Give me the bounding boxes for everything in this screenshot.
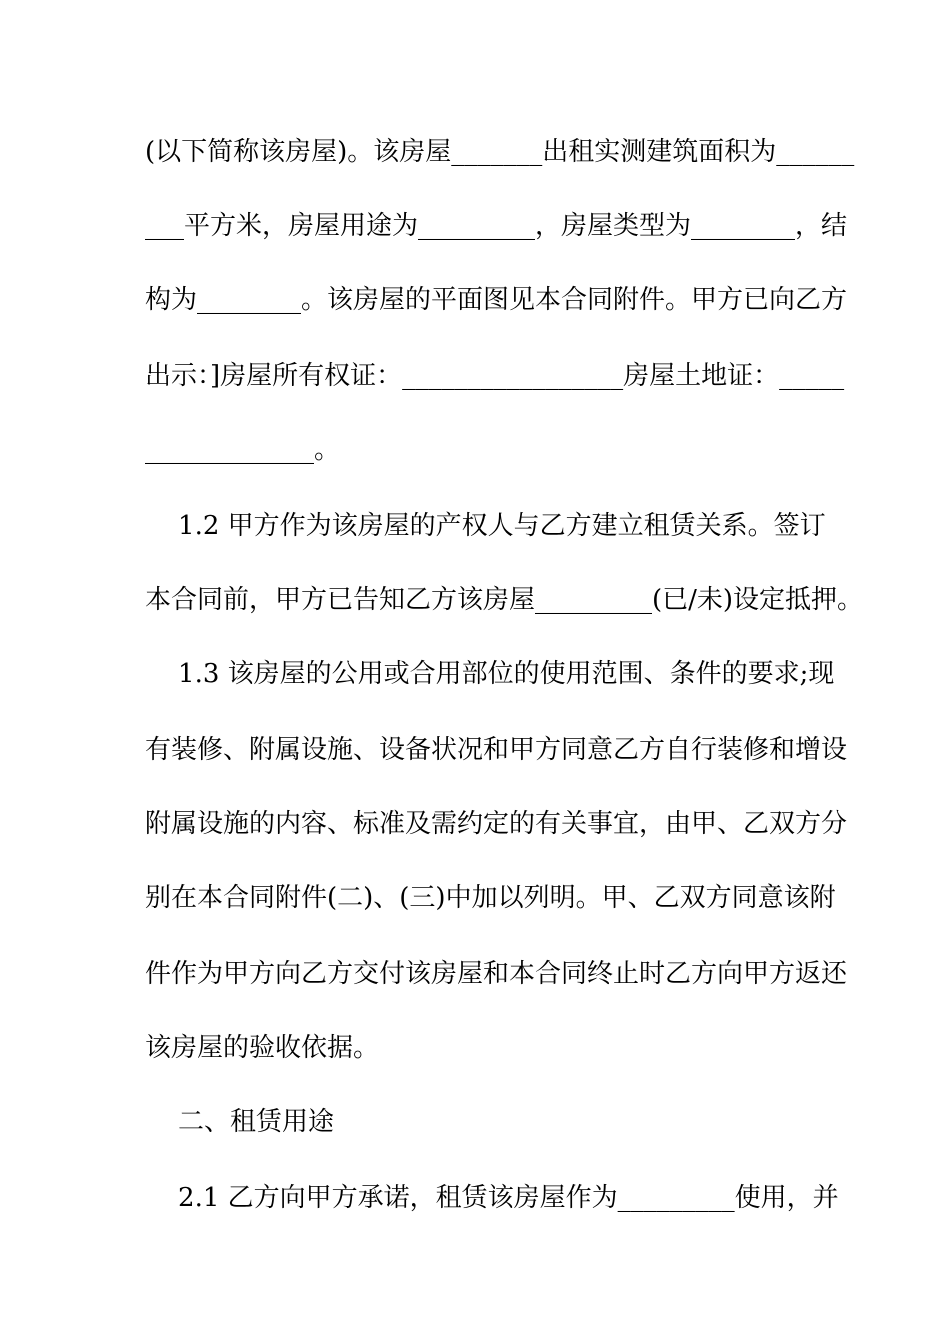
text-line: _____________。: [145, 435, 341, 465]
section-heading: 二、租赁用途: [145, 1107, 335, 1137]
text-line: 该房屋的验收依据。: [145, 1033, 380, 1063]
text-line: 出示：]房屋所有权证：_________________房屋土地证：_____: [145, 361, 845, 391]
text-line: (以下简称该房屋)。该房屋_______出租实测建筑面积为______: [145, 137, 855, 167]
text-line: 别在本合同附件(二)、(三)中加以列明。甲、乙双方同意该附: [145, 883, 836, 913]
text-line: 有装修、附属设施、设备状况和甲方同意乙方自行装修和增设: [145, 735, 848, 765]
text-line: 1.3 该房屋的公用或合用部位的使用范围、条件的要求;现: [145, 659, 835, 689]
text-line: 本合同前，甲方已告知乙方该房屋_________(已/未)设定抵押。: [145, 585, 864, 615]
text-line: 附属设施的内容、标准及需约定的有关事宜，由甲、乙双方分: [145, 809, 848, 839]
text-line: 1.2 甲方作为该房屋的产权人与乙方建立租赁关系。签订: [145, 511, 826, 541]
text-line: 2.1 乙方向甲方承诺，租赁该房屋作为_________使用，并: [145, 1183, 839, 1213]
text-line: ___平方米，房屋用途为_________，房屋类型为________，结: [145, 211, 848, 241]
text-line: 构为________。该房屋的平面图见本合同附件。甲方已向乙方: [145, 285, 848, 315]
text-line: 件作为甲方向乙方交付该房屋和本合同终止时乙方向甲方返还: [145, 959, 848, 989]
